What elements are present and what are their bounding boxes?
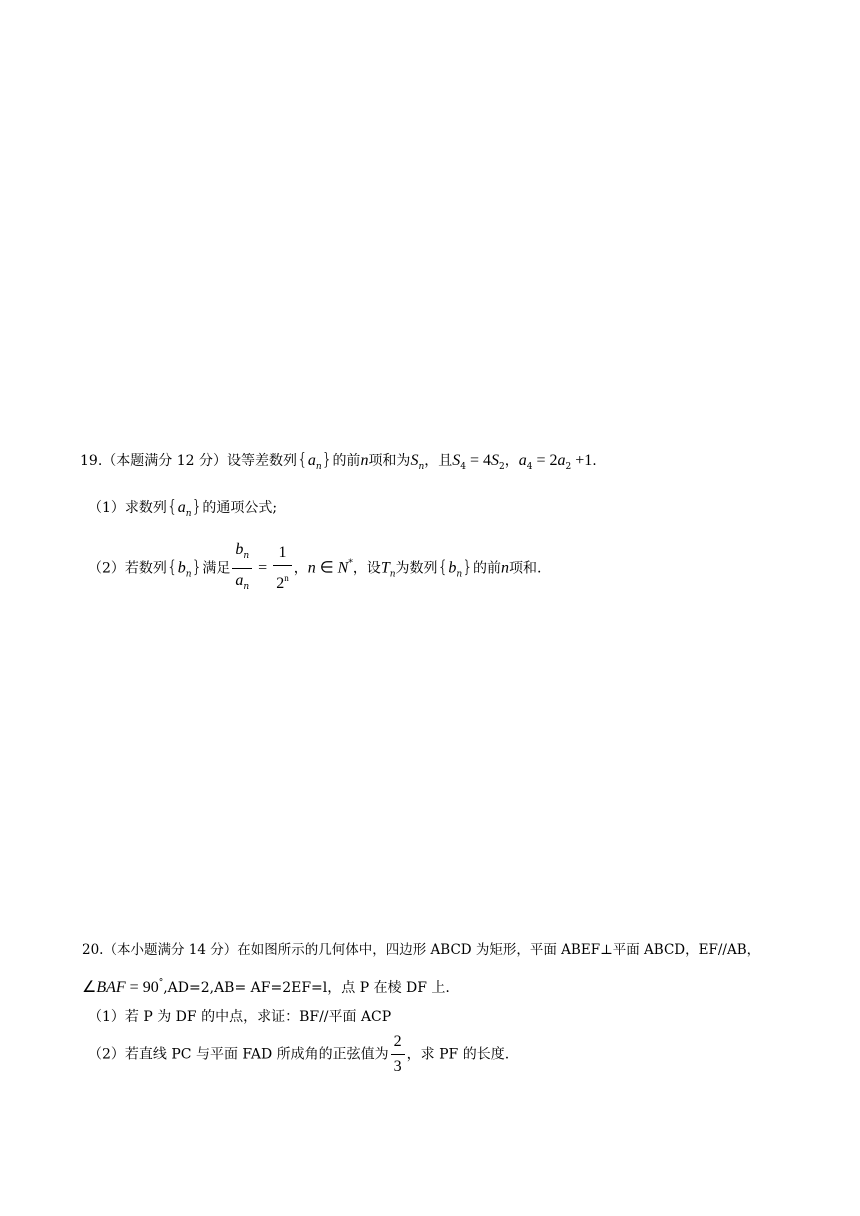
q19-line1: 19.（本题满分 12 分）设等差数列$\{a_n\}$的前n项和为$S_n$，且$S_4 = 4S_2$，$a_4 = 2a_2 +1$. — [80, 450, 597, 472]
q19-part2: （2）若数列$\{b_n\}$满足 $\frac{b_n}{a_n}$ = $\frac{1}{2^n}$ ，n ∈ N*，设$T_n$为数列$\{b_n\}$的前n项和. — [88, 540, 541, 597]
left-brace: { — [296, 450, 308, 470]
q19-part1: （1）求数列$\{a_n\}$的通项公式; — [88, 497, 278, 519]
q20-heading: 20.（本小题满分 14 分）在如图所示的几何体中，四边形 ABCD 为矩形，平面 ABEF⊥平面 ABCD，EF//AB， — [82, 942, 761, 958]
fraction-1-over-2n: $\frac{1}{2^n}$ — [273, 543, 292, 594]
left-brace: { — [166, 557, 178, 578]
q20-part1: （1）若 P 为 DF 的中点，求证：BF//平面 ACP — [88, 1009, 392, 1025]
left-brace: { — [437, 557, 449, 578]
q19-heading: 19.（本题满分 12 分）设等差数列 — [80, 453, 297, 469]
fraction-bn-an: $\frac{b_n}{a_n}$ — [232, 540, 252, 597]
right-brace: } — [191, 557, 203, 578]
q20-line1 — [82, 940, 760, 960]
q20-part2: （2）若直线 PC 与平面 FAD 所成角的正弦值为 $\frac{2}{3}$ ，求 PF 的长度. — [88, 1033, 510, 1075]
right-brace: } — [462, 557, 473, 578]
right-brace: } — [191, 497, 203, 517]
q20-line2: ∠BAF = 90°,AD=2,AB= AF=2EF=l，点 P 在棱 DF 上. — [82, 978, 450, 996]
right-brace: } — [321, 450, 333, 470]
left-brace: { — [166, 497, 178, 517]
fraction-2-over-3: $\frac{2}{3}$ — [391, 1032, 405, 1077]
